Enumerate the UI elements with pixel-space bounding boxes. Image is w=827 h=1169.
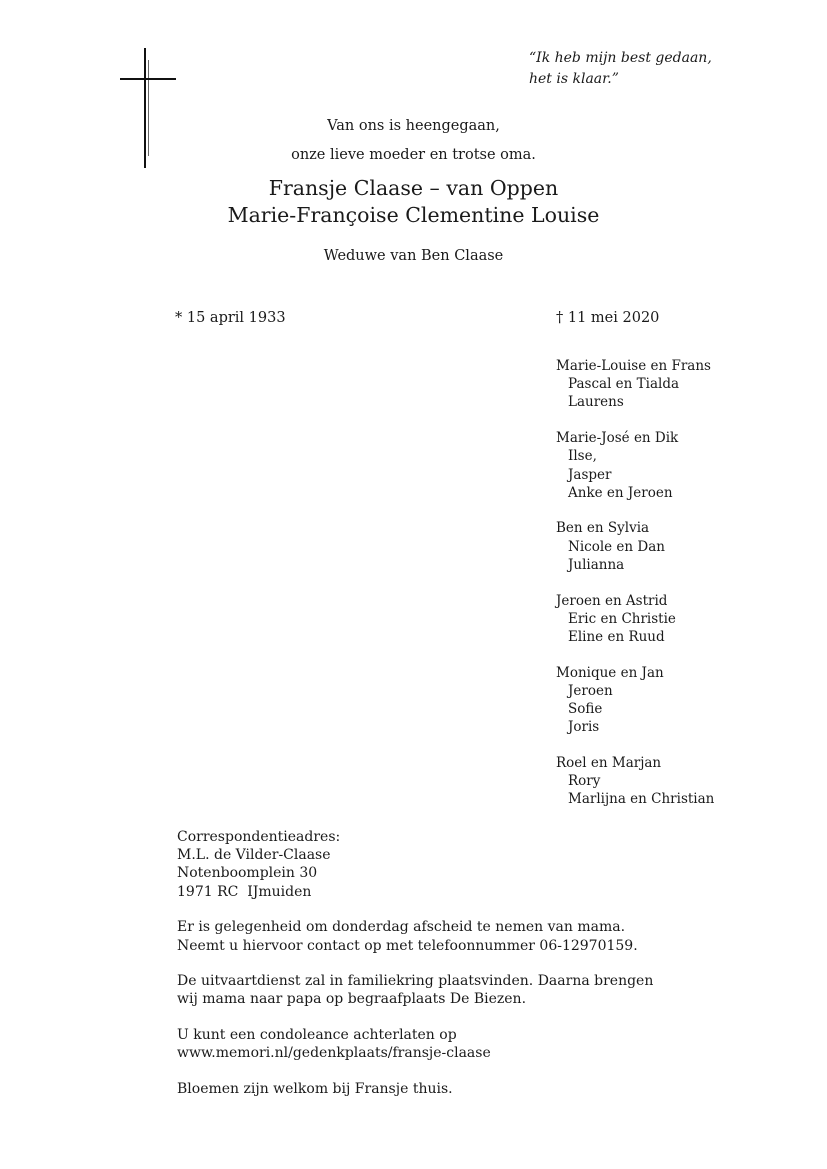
family-group-head: Ben en Sylvia xyxy=(556,520,650,537)
text-line: wij mama naar papa op begraafplaats De Biezen. xyxy=(177,991,527,1008)
deceased-full-name: Marie-Françoise Clementine Louise xyxy=(227,203,600,227)
family-member: Laurens xyxy=(568,394,624,411)
family-group-head: Marie-Louise en Frans xyxy=(556,358,711,374)
correspondence-label: Correspondentieadres: xyxy=(177,829,341,845)
birth-date: * 15 april 1933 xyxy=(175,310,286,326)
flowers-paragraph: Bloemen zijn welkom bij Fransje thuis. xyxy=(177,1081,453,1098)
family-list xyxy=(556,357,714,826)
family-group xyxy=(556,592,714,647)
condolence-link[interactable]: www.memori.nl/gedenkplaats/fransje-claase xyxy=(177,1045,491,1062)
family-group xyxy=(556,429,714,502)
condolence-paragraph xyxy=(177,1026,697,1062)
death-date: † 11 mei 2020 xyxy=(556,310,660,326)
family-member: Joris xyxy=(568,719,600,736)
quote-line: het is klaar.” xyxy=(529,71,619,87)
widow-of: Weduwe van Ben Claase xyxy=(323,248,504,264)
family-group xyxy=(556,357,714,412)
family-group xyxy=(556,519,714,574)
farewell-paragraph xyxy=(177,918,697,954)
intro-line: Van ons is heengegaan, xyxy=(327,118,500,134)
family-member: Pascal en Tialda xyxy=(568,376,680,393)
family-member: Jeroen xyxy=(568,682,613,699)
family-member: Eric en Christie xyxy=(568,610,676,627)
text-line: Er is gelegenheid om donderdag afscheid te nemen van mama. xyxy=(177,919,626,936)
intro-line: onze lieve moeder en trotse oma. xyxy=(291,147,536,163)
correspondence-name: M.L. de Vilder-Claase xyxy=(177,847,331,864)
family-member: Rory xyxy=(568,773,601,790)
text-line: De uitvaartdienst zal in familiekring plaatsvinden. Daarna brengen xyxy=(177,973,654,990)
family-group-head: Jeroen en Astrid xyxy=(556,592,668,609)
family-group xyxy=(556,754,714,809)
text-line: U kunt een condoleance achterlaten op xyxy=(177,1027,457,1044)
family-member: Marlijna en Christian xyxy=(568,791,715,808)
family-member: Eline en Ruud xyxy=(568,628,665,645)
family-group-head: Roel en Marjan xyxy=(556,754,662,771)
family-member: Ilse, xyxy=(568,448,597,465)
family-group-head: Monique en Jan xyxy=(556,664,664,681)
funeral-paragraph xyxy=(177,972,697,1008)
intro-text xyxy=(0,112,827,170)
body-text xyxy=(177,828,697,1116)
family-member: Sofie xyxy=(568,701,603,718)
text-line: Neemt u hiervoor contact op met telefoonnummer 06-12970159. xyxy=(177,937,638,954)
family-member: Julianna xyxy=(568,556,625,573)
family-member: Jasper xyxy=(568,466,612,483)
correspondence-address xyxy=(177,828,697,901)
correspondence-city: 1971 RC IJmuiden xyxy=(177,883,312,900)
correspondence-street: Notenboomplein 30 xyxy=(177,865,318,882)
family-group xyxy=(556,664,714,737)
family-member: Anke en Jeroen xyxy=(568,484,673,501)
quote-line: “Ik heb mijn best gedaan, xyxy=(529,50,712,66)
quote xyxy=(529,48,712,90)
family-member: Nicole en Dan xyxy=(568,538,665,555)
deceased-name: Fransje Claase – van Oppen xyxy=(268,176,559,200)
deceased-name-block xyxy=(0,175,827,229)
family-group-head: Marie-José en Dik xyxy=(556,430,679,447)
